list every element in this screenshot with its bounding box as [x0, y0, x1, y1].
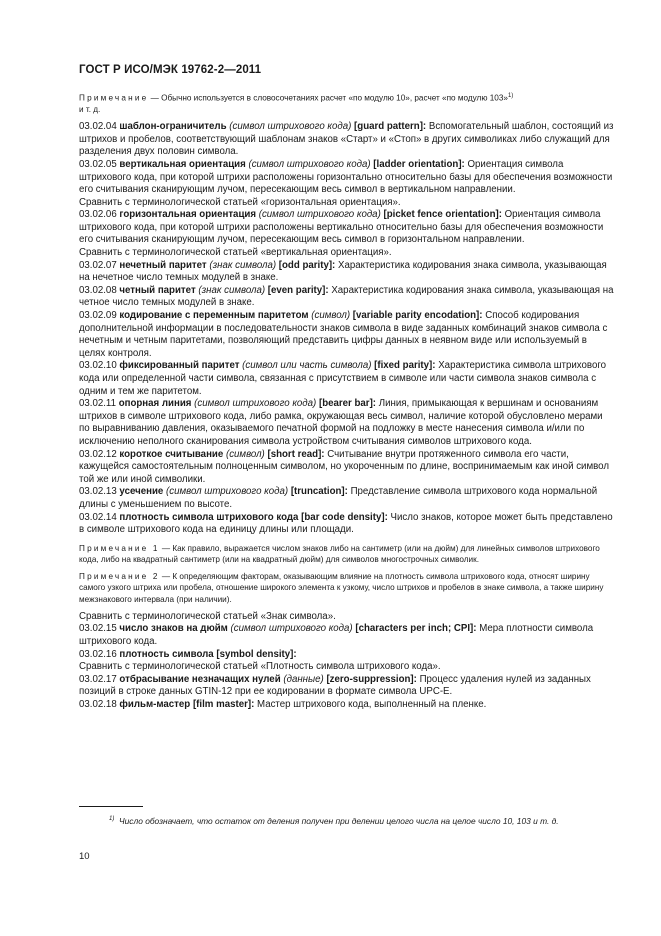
term-entry	[79, 699, 615, 712]
term-number: 03.02.12	[79, 448, 117, 460]
term-number: 03.02.18	[79, 698, 117, 710]
term-context: (символ штрихового кода)	[230, 623, 353, 635]
document-body	[79, 91, 615, 712]
term-definition: Характеристика кодирования знака символа, указывающая на нечетное число темных модулей в знаке.	[79, 259, 607, 284]
term-number: 03.02.10	[79, 360, 117, 372]
term-number: 03.02.17	[79, 673, 117, 685]
term-english: [short read]:	[267, 448, 325, 460]
footnote-marker: 1)	[109, 816, 115, 822]
note-text: — Как правило, выражается числом знаков либо на сантиметр (или на дюйм) для линейных символов штрихового кода, либо на квадратный сантиметр (или на квадратный дюйм) для символов многострочных символик.	[79, 543, 600, 564]
term-entry	[79, 209, 615, 247]
term-name: горизонтальная ориентация	[119, 209, 257, 221]
term-definition: Характеристика кодирования знака символа, указывающая на четное число темных модулей в знаке.	[79, 284, 614, 309]
term-number: 03.02.04	[79, 121, 117, 133]
term-entry	[79, 649, 615, 662]
term-context: (символ или часть символа)	[242, 360, 372, 372]
term-definition: Процесс удаления нулей из заданных позиций в строке данных GTIN-12 при ее кодировании в формате символа UPC-E.	[79, 673, 591, 698]
entries-list	[79, 121, 615, 537]
term-context: (символ штрихового кода)	[248, 158, 371, 170]
see-also: Сравнить с терминологической статьей «горизонтальная ориентация».	[79, 196, 401, 208]
term-name: фильм-мастер	[119, 698, 191, 710]
term-context: (символ)	[225, 448, 265, 460]
footnote	[79, 814, 615, 827]
note-number: 2	[148, 572, 160, 582]
note-tail: и т. д.	[79, 104, 101, 114]
term-number: 03.02.11	[79, 398, 116, 410]
term-entry	[79, 260, 615, 285]
term-definition: Мера плотности символа штрихового кода.	[79, 623, 594, 647]
term-entry	[79, 674, 615, 699]
term-english: [odd parity]:	[278, 259, 336, 271]
document-header: ГОСТ Р ИСО/МЭК 19762-2—2011	[79, 64, 262, 76]
term-english: [even parity]:	[267, 284, 329, 296]
term-name: четный паритет	[119, 284, 196, 296]
term-definition: Способ кодирования дополнительной информации в последовательности знаков символа в виде заданных комбинаций знаков символа с нечетным и четным паритетами, позволяющий представить цифры данных в неявном виде или используемый в целях контроля.	[79, 310, 608, 359]
term-english: [symbol density]:	[216, 648, 297, 660]
term-name: опорная линия	[118, 398, 192, 410]
term-name: плотность символа	[119, 648, 214, 660]
term-entry	[79, 449, 615, 487]
term-definition: Представление символа штрихового кода нормальной длины с уменьшением по высоте.	[79, 486, 598, 510]
term-number: 03.02.16	[79, 648, 117, 660]
term-name: кодирование с переменным паритетом	[119, 310, 309, 322]
term-number: 03.02.07	[79, 259, 117, 271]
term-name: вертикальная ориентация	[119, 158, 246, 170]
term-number: 03.02.14	[79, 511, 117, 523]
term-name: нечетный паритет	[119, 259, 207, 271]
term-number: 03.02.06	[79, 209, 117, 221]
note-label: Примечание	[79, 93, 149, 103]
note-number: 1	[148, 543, 160, 553]
note-text: — Обычно используется в словосочетаниях расчет «по модулю 10», расчет «по модулю 103»	[148, 93, 508, 103]
term-context: (символ штрихового кода)	[258, 209, 381, 221]
note-label: Примечание	[79, 543, 149, 553]
term-definition: Характеристика символа штрихового кода или определенной части символа, связанная с присутствием в символе или части символа знаков символа с одним и тем же паритетом.	[79, 360, 607, 397]
term-context: (знак символа)	[198, 284, 266, 296]
term-name: отбрасывание незначащих нулей	[119, 673, 281, 685]
term-english: [fixed parity]:	[374, 360, 436, 372]
note-top	[79, 91, 615, 115]
term-entry	[79, 486, 615, 511]
note-item	[79, 571, 615, 605]
term-name: короткое считывание	[119, 448, 224, 460]
notes-list	[79, 543, 615, 605]
term-definition: Ориентация символа штрихового кода, при которой штрихи расположены горизонтально относительно базы для обеспечения возможности его считывания сканирующим лучом, пересекающим весь символ в вертикальном направлении.	[79, 158, 613, 196]
term-context: (символ штрихового кода)	[166, 486, 289, 498]
term-definition: Ориентация символа штрихового кода, при которой штрихи расположены вертикально относительно базы для обеспечения возможности его считывания сканирующим лучом, пересекающим весь символ в горизонтальном направлении.	[79, 209, 604, 246]
term-name: усечение	[119, 486, 164, 498]
term-entry	[79, 285, 615, 310]
term-number: 03.02.05	[79, 158, 117, 170]
page-number: 10	[79, 851, 90, 862]
term-definition: Число знаков, которое может быть представлено в символе штрихового кода на единицу длины или площади.	[79, 511, 613, 536]
term-english: [variable parity encodation]:	[352, 310, 483, 322]
term-context: (символ штрихового кода)	[194, 398, 317, 410]
term-context: (символ)	[311, 310, 351, 322]
term-english: [truncation]:	[290, 486, 348, 498]
term-english: [film master]:	[192, 698, 255, 710]
term-number: 03.02.13	[79, 486, 117, 498]
note-item	[79, 543, 615, 565]
term-english: [characters per inch; CPI]:	[355, 623, 477, 635]
see-also: Сравнить с терминологической статьей «вертикальная ориентация».	[79, 247, 392, 259]
term-number: 03.02.15	[79, 623, 117, 635]
term-entry	[79, 623, 615, 648]
term-context: (данные)	[283, 673, 324, 685]
term-entry	[79, 121, 615, 159]
term-entry	[79, 159, 615, 197]
term-english: [bar code density]:	[301, 511, 388, 523]
term-number: 03.02.09	[79, 310, 117, 322]
see-also: Сравнить с терминологической статьей «Плотность символа штрихового кода».	[79, 661, 441, 673]
term-name: плотность символа штрихового кода	[119, 511, 299, 523]
note-label: Примечание	[79, 572, 149, 582]
term-definition: Линия, примыкающая к вершинам и основаниям штрихов в символе штрихового кода, либо рамка, окружающая весь символ, наличие которой обусловлено мерами по выравниванию давления, оказываемого печатной формой на подложку в месте нанесения символа и/или по исключению неполного сканирования символа устройством считывания символов штрихового кода.	[79, 398, 603, 447]
note-text: — К определяющим факторам, оказывающим влияние на плотность символа штрихового кода, относят ширину самого узкого штриха или пробела, отношение широкого элемента к узкому, число штрихов и пробелов в знаке символа, а также ширину межзнакового интервала (при наличии).	[79, 572, 604, 604]
term-english: [guard pattern]:	[354, 121, 427, 133]
term-definition: Вспомогательный шаблон, состоящий из штрихов и пробелов, соответствующий шаблонам знаков «Старт» и «Стоп» в других символиках либо служащий для разделения двух половин символа.	[79, 121, 614, 158]
term-entry	[79, 398, 615, 448]
term-definition: Считывание внутри протяженного символа его части, кажущейся самостоятельным полноценным символом, но укороченным по длине, воспринимаемым как иной символ той же или иной символики.	[79, 448, 609, 485]
term-number: 03.02.08	[79, 284, 117, 296]
term-entry	[79, 360, 615, 398]
term-name: число знаков на дюйм	[119, 623, 228, 635]
footnote-ref: 1)	[507, 93, 514, 99]
term-english: [ladder orientation]:	[373, 158, 465, 170]
footnote-text: Число обозначает, что остаток от деления получен при делении целого числа на целое число 10, 103 и т. д.	[119, 815, 559, 826]
term-context: (символ штрихового кода)	[229, 121, 352, 133]
term-english: [picket fence orientation]:	[383, 209, 502, 221]
term-context: (знак символа)	[209, 259, 277, 271]
term-english: [bearer bar]:	[318, 398, 377, 410]
footnote-divider	[79, 806, 143, 807]
term-entry	[79, 512, 615, 537]
term-name: шаблон-ограничитель	[119, 121, 227, 133]
see-also: Сравнить с терминологической статьей «Знак символа».	[79, 610, 336, 622]
term-entry	[79, 310, 615, 360]
term-name: фиксированный паритет	[119, 360, 240, 372]
term-definition: Мастер штрихового кода, выполненный на пленке.	[257, 698, 487, 710]
entries-list-2	[79, 623, 615, 711]
term-english: [zero-suppression]:	[326, 673, 417, 685]
